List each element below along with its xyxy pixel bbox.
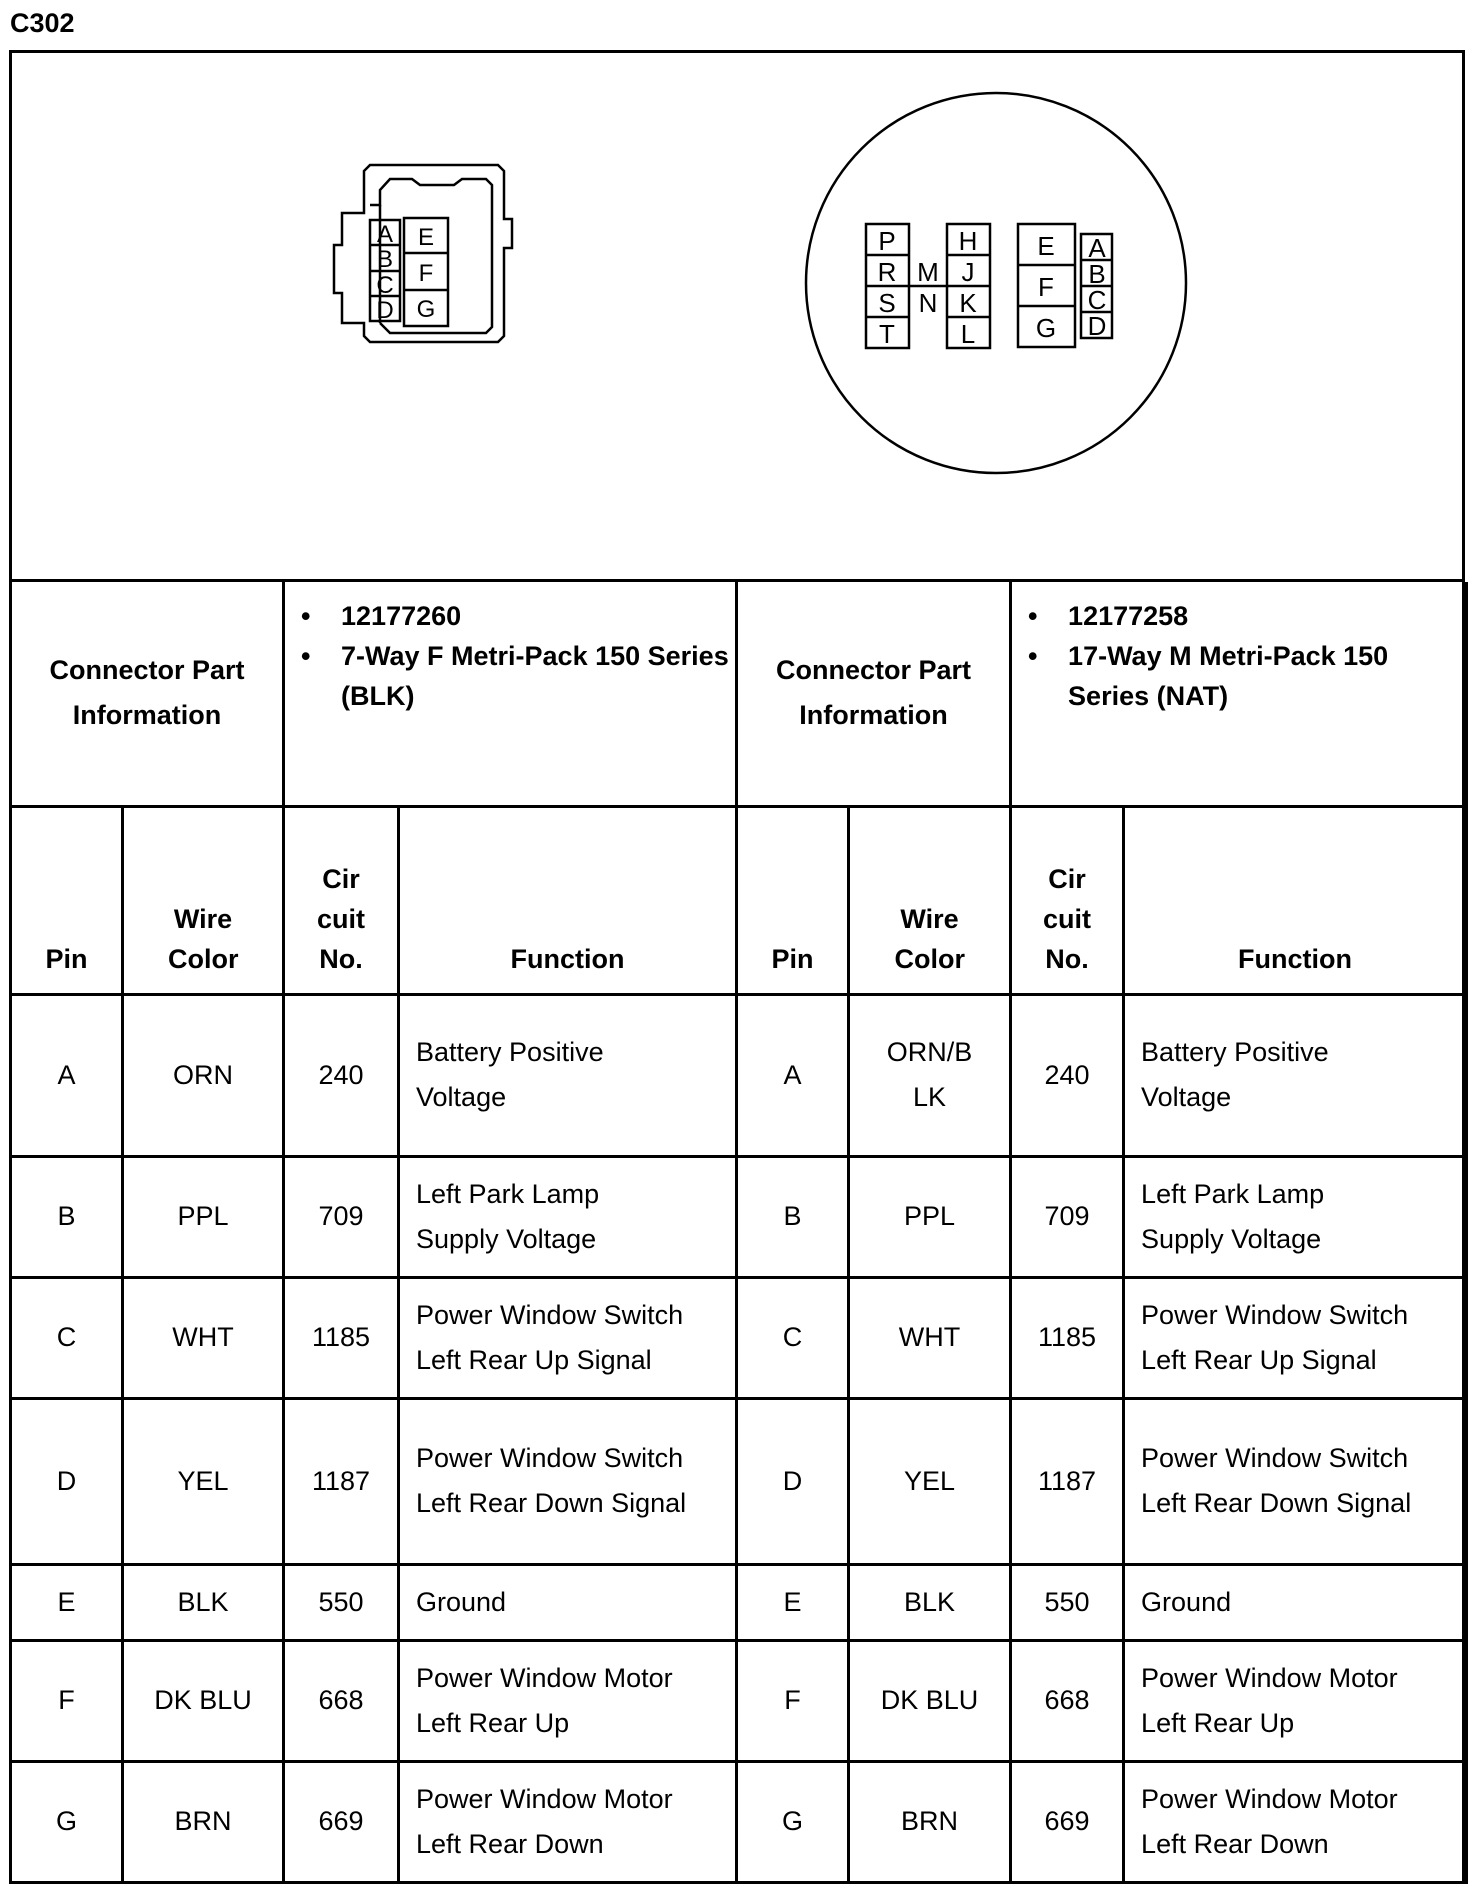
function-text: Power Window Motor Left Rear Up: [1141, 1662, 1398, 1738]
connector-sheet: [9, 50, 1465, 1882]
wire-color-cell: YEL: [849, 1398, 1011, 1564]
right-pin-label: E: [1037, 231, 1055, 261]
function-text: Battery Positive Voltage: [1141, 1037, 1329, 1112]
table-row: [11, 1156, 1467, 1277]
right-part-number: 12177258: [1068, 601, 1189, 631]
left-pin-label: B: [376, 246, 394, 273]
right-connector-circle: [806, 93, 1186, 473]
left-connector-labels: [376, 221, 435, 324]
function-text: Left Park Lamp Supply Voltage: [416, 1178, 600, 1254]
right-pin-label: L: [960, 319, 976, 349]
right-pin-label: J: [961, 257, 975, 287]
header-wire-color-text: Wire Color: [168, 903, 239, 974]
left-pin-label: A: [376, 221, 394, 248]
header-pin: Pin: [737, 806, 849, 994]
right-pin-label: K: [959, 288, 977, 318]
pin-cell: D: [737, 1398, 849, 1564]
header-circuit: [1011, 806, 1124, 994]
wire-color-cell: BRN: [123, 1761, 284, 1882]
header-function: Function: [399, 806, 737, 994]
right-description-item: • 17-Way M Metri-Pack 150 Series (NAT): [1028, 636, 1459, 716]
table-row: [11, 994, 1467, 1156]
function-text: Power Window Switch Left Rear Up Signal: [416, 1299, 684, 1375]
left-description-item: • 7-Way F Metri-Pack 150 Series (BLK): [301, 636, 729, 716]
right-connector-face: [866, 224, 1112, 348]
table-row: [11, 1398, 1467, 1564]
left-info-label: Connector Part Information: [11, 582, 284, 806]
left-pin-label: D: [376, 297, 394, 324]
function-text: Left Park Lamp Supply Voltage: [1141, 1178, 1325, 1254]
right-pin-label: S: [878, 288, 896, 318]
wire-color-cell: DK BLU: [123, 1640, 284, 1761]
circuit-cell: 709: [1011, 1156, 1124, 1277]
circuit-cell: 669: [1011, 1761, 1124, 1882]
wire-color-cell: ORN: [123, 994, 284, 1156]
left-part-number-item: • 12177260: [301, 596, 729, 636]
wire-color-text: ORN/B LK: [886, 1037, 973, 1112]
pin-cell: F: [11, 1640, 123, 1761]
wire-color-cell: PPL: [849, 1156, 1011, 1277]
wire-color-cell: BRN: [849, 1761, 1011, 1882]
right-pin-label: A: [1088, 233, 1106, 263]
header-wire-color: [849, 806, 1011, 994]
circuit-cell: 669: [284, 1761, 399, 1882]
info-row: [11, 582, 1467, 806]
function-text: Power Window Switch Left Rear Down Signal: [1141, 1443, 1412, 1518]
function-cell: [1124, 1398, 1467, 1564]
right-pin-label: T: [879, 319, 895, 349]
pin-cell: E: [737, 1564, 849, 1640]
circuit-cell: 668: [1011, 1640, 1124, 1761]
right-pin-label: B: [1088, 259, 1106, 289]
left-pin-label: E: [417, 224, 435, 251]
left-pin-label: F: [418, 260, 434, 287]
circuit-cell: 1187: [284, 1398, 399, 1564]
left-part-number: 12177260: [341, 601, 462, 631]
function-cell: [399, 994, 737, 1156]
connector-title: C302: [10, 8, 75, 38]
left-pin-label: C: [376, 272, 394, 299]
right-part-number-item: • 12177258: [1028, 596, 1459, 636]
circuit-cell: 550: [1011, 1564, 1124, 1640]
wire-color-cell: WHT: [849, 1277, 1011, 1398]
wire-color-cell: BLK: [123, 1564, 284, 1640]
function-cell: [1124, 1761, 1467, 1882]
right-pin-label: P: [878, 226, 896, 256]
table-row: [11, 1564, 1467, 1640]
right-pin-label: C: [1087, 285, 1107, 315]
function-text: Power Window Motor Left Rear Down: [416, 1783, 673, 1859]
function-cell: [399, 1398, 737, 1564]
right-pin-label: R: [877, 257, 897, 287]
wire-color-cell: BLK: [849, 1564, 1011, 1640]
table-row: [11, 1277, 1467, 1398]
function-text: Power Window Switch Left Rear Up Signal: [1141, 1299, 1409, 1375]
circuit-cell: 1187: [1011, 1398, 1124, 1564]
pin-cell: A: [737, 994, 849, 1156]
pin-cell: C: [11, 1277, 123, 1398]
function-cell: [399, 1156, 737, 1277]
circuit-cell: 1185: [1011, 1277, 1124, 1398]
pin-cell: F: [737, 1640, 849, 1761]
function-cell: [1124, 994, 1467, 1156]
circuit-cell: 1185: [284, 1277, 399, 1398]
pin-cell: D: [11, 1398, 123, 1564]
wire-color-cell: WHT: [123, 1277, 284, 1398]
pin-cell: G: [11, 1761, 123, 1882]
right-pin-label: D: [1087, 311, 1107, 341]
pin-cell: B: [11, 1156, 123, 1277]
function-cell: [1124, 1156, 1467, 1277]
circuit-cell: 240: [1011, 994, 1124, 1156]
wire-color-cell: [849, 994, 1011, 1156]
circuit-cell: 709: [284, 1156, 399, 1277]
header-function: Function: [1124, 806, 1467, 994]
wire-color-cell: YEL: [123, 1398, 284, 1564]
function-cell: [399, 1640, 737, 1761]
pinout-table: [9, 582, 1468, 1884]
header-circuit-text: Cir cuit No.: [317, 863, 366, 974]
function-text: Power Window Motor Left Rear Up: [416, 1662, 673, 1738]
wire-color-cell: DK BLU: [849, 1640, 1011, 1761]
right-pin-label: G: [1035, 313, 1057, 343]
right-description: 17-Way M Metri-Pack 150 Series (NAT): [1068, 641, 1389, 711]
circuit-cell: 240: [284, 994, 399, 1156]
right-pin-label: H: [958, 226, 978, 256]
function-text: Power Window Switch Left Rear Down Signal: [416, 1443, 687, 1518]
pin-cell: C: [737, 1277, 849, 1398]
header-circuit-text: Cir cuit No.: [1043, 863, 1092, 974]
connector-figure: [12, 53, 1462, 579]
header-circuit: [284, 806, 399, 994]
function-text: Battery Positive Voltage: [416, 1037, 604, 1112]
header-wire-color: [123, 806, 284, 994]
left-part-info: [284, 582, 737, 806]
table-row: [11, 1640, 1467, 1761]
left-description: 7-Way F Metri-Pack 150 Series (BLK): [341, 641, 729, 711]
function-cell: Ground: [1124, 1564, 1467, 1640]
header-row: [11, 806, 1467, 994]
right-info-label: Connector Part Information: [737, 582, 1011, 806]
function-cell: [399, 1277, 737, 1398]
function-cell: [399, 1761, 737, 1882]
header-wire-color-text: Wire Color: [894, 903, 966, 974]
pin-cell: E: [11, 1564, 123, 1640]
pin-cell: B: [737, 1156, 849, 1277]
header-pin: Pin: [11, 806, 123, 994]
right-pin-label: F: [1038, 272, 1054, 302]
function-cell: Ground: [399, 1564, 737, 1640]
table-row: [11, 1761, 1467, 1882]
right-part-info: [1011, 582, 1467, 806]
pin-cell: G: [737, 1761, 849, 1882]
function-text: Power Window Motor Left Rear Down: [1141, 1783, 1398, 1859]
circuit-cell: 668: [284, 1640, 399, 1761]
right-pin-label: M: [917, 257, 939, 287]
function-cell: [1124, 1640, 1467, 1761]
right-connector-labels: [878, 226, 1107, 349]
circuit-cell: 550: [284, 1564, 399, 1640]
right-pin-label: N: [918, 288, 938, 318]
pin-cell: A: [11, 994, 123, 1156]
left-pin-label: G: [416, 296, 436, 323]
wire-color-cell: PPL: [123, 1156, 284, 1277]
function-cell: [1124, 1277, 1467, 1398]
